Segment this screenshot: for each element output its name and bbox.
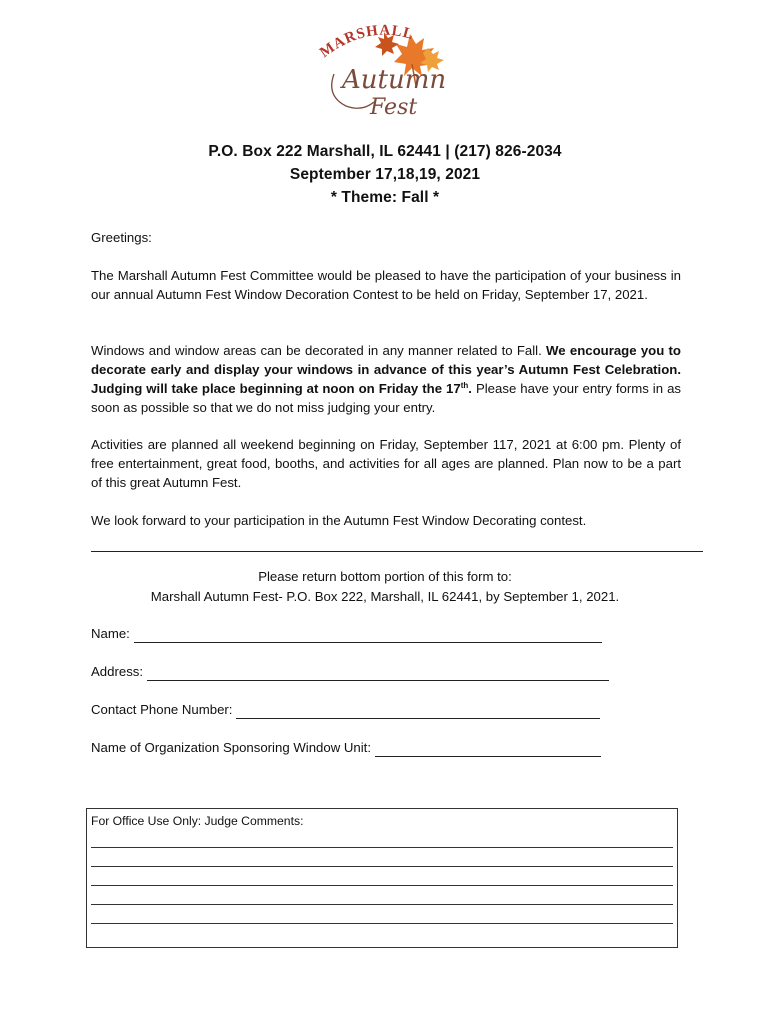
decoration-emphasis-text: We encourage you to decorate early and display your windows in advance of this year’s Autumn Fest Celebration. Judging will take place beginning at noon on Friday the 17 [91,343,681,396]
decoration-closing: Please have your entry forms in as soon as possible so that we do not miss judging your entry. [91,381,682,415]
ordinal-suffix: th [460,381,469,390]
organization-input-line[interactable] [375,742,601,757]
comment-line[interactable] [91,904,673,905]
closing-paragraph: We look forward to your participation in the Autumn Fest Window Decorating contest. [91,513,587,528]
activities-paragraph: Activities are planned all weekend beginning on Friday, September 117, 2021 at 6:00 pm. Plenty of free entertainment, great food, booths, and activities for all ages are planned. Plan now to be a part of this great Autumn Fest. [91,437,681,490]
logo-autumn-text: Autumn [342,65,447,95]
name-label: Name: [91,626,130,641]
name-field[interactable] [91,624,602,643]
logo-graphic [312,14,462,120]
organization-field[interactable] [91,738,601,757]
phone-input-line[interactable] [236,704,600,719]
name-input-line[interactable] [134,628,602,643]
return-line-1: Please return bottom portion of this form to: [258,569,512,584]
theme-line: * Theme: Fall * [330,189,440,206]
organization-label: Name of Organization Sponsoring Window Unit: [91,740,372,755]
logo-fest-text: Fest [370,95,418,120]
comment-line[interactable] [91,923,673,924]
address-input-line[interactable] [147,666,609,681]
office-use-box [86,808,678,948]
phone-label: Contact Phone Number: [91,702,233,717]
address-field[interactable] [91,662,609,681]
marshall-autumn-fest-logo [312,14,462,120]
return-instructions [0,567,770,607]
greeting: Greetings: [91,230,152,245]
invitation-paragraph: The Marshall Autumn Fest Committee would be pleased to have the participation of your business in our annual Autumn Fest Window Decoration Contest to be held on Friday, September 17, 2021. [91,268,681,302]
return-line-2: Marshall Autumn Fest- P.O. Box 222, Marshall, IL 62441, by September 1, 2021. [150,589,620,604]
decoration-intro: Windows and window areas can be decorated in any manner related to Fall. [91,343,547,358]
logo-marshall-text: MARSHALL [317,22,416,62]
office-use-label: For Office Use Only: Judge Comments: [91,814,304,828]
emphasis-period: . [468,381,472,396]
comment-line[interactable] [91,866,673,867]
letterhead [0,140,770,209]
address-line: P.O. Box 222 Marshall, IL 62441 | (217) 826-2034 [208,143,562,160]
comment-line[interactable] [91,885,673,886]
dates-line: September 17,18,19, 2021 [289,166,481,183]
phone-field[interactable] [91,700,600,719]
cut-divider [91,551,703,552]
comment-line[interactable] [91,847,673,848]
address-label: Address: [91,664,144,679]
decoration-paragraph [91,341,681,417]
